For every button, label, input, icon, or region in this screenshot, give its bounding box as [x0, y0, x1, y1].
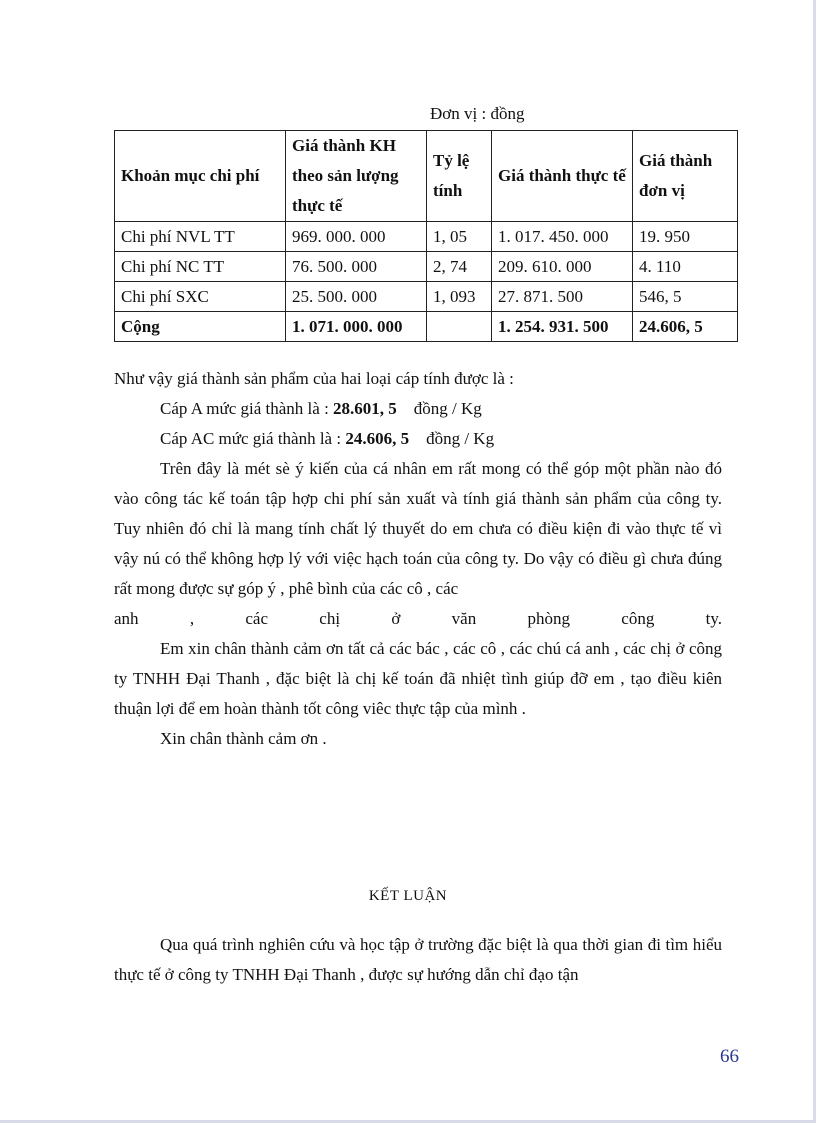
paragraph-opinion-tail: anh , các chị ở văn phòng công ty. [114, 609, 722, 628]
table-cell: 4. 110 [633, 252, 738, 282]
cable-a-value: 28.601, 5 [333, 399, 397, 418]
table-header-cell: Giá thành KH theo sản lượng thực tế [286, 131, 427, 222]
table-cell: 969. 000. 000 [286, 222, 427, 252]
cable-a-line [114, 394, 722, 424]
table-cell: 1, 05 [427, 222, 492, 252]
closing-thanks: Xin chân thành cảm ơn . [160, 729, 327, 748]
conclusion-paragraph: Qua quá trình nghiên cứu và học tập ở trường đặc biệt là qua thời gian đi tìm hiểu thực tế ở công ty TNHH Đại Thanh , được sự hướng dẫn chỉ đạo tận [114, 935, 722, 984]
page-number: 66 [720, 1046, 739, 1067]
intro-line: Như vậy giá thành sản phẩm của hai loại cáp tính được là : [114, 369, 514, 388]
conclusion-text [114, 930, 722, 990]
table-cell: 25. 500. 000 [286, 282, 427, 312]
section-heading: KẾT LUẬN [368, 888, 448, 904]
paragraph-thanks: Em xin chân thành cảm ơn tất cả các bác , các cô , các chú cá anh , các chị ở công ty TNHH Đại Thanh , đặc biệt là chị kế toán đã nhiệt tình giúp đỡ em , tạo điều kiên thuận lợi để em hoàn thành tốt công viêc thực tập của mình . [114, 639, 722, 718]
table-row [115, 282, 738, 312]
cable-ac-label: Cáp AC mức giá thành là : [160, 429, 342, 448]
table-cell: 546, 5 [633, 282, 738, 312]
body-text [114, 364, 722, 754]
table-cell: 209. 610. 000 [492, 252, 633, 282]
cable-ac-line [114, 424, 722, 454]
table-header-cell: Tỷ lệ tính [427, 131, 492, 222]
table-row [115, 252, 738, 282]
table-cell: Chi phí NVL TT [115, 222, 286, 252]
table-header-cell: Khoản mục chi phí [115, 131, 286, 222]
table-cell: 19. 950 [633, 222, 738, 252]
cost-table [114, 130, 738, 342]
table-header-cell: Giá thành đơn vị [633, 131, 738, 222]
table-cell: 1, 093 [427, 282, 492, 312]
table-cell: 27. 871. 500 [492, 282, 633, 312]
table-cell: 2, 74 [427, 252, 492, 282]
table-total-row [115, 312, 738, 342]
table-cell: 1. 071. 000. 000 [286, 312, 427, 342]
table-cell: Chi phí NC TT [115, 252, 286, 282]
table-row [115, 222, 738, 252]
table-cell: Chi phí SXC [115, 282, 286, 312]
table-cell: 76. 500. 000 [286, 252, 427, 282]
table-header-row [115, 131, 738, 222]
unit-label: Đơn vị : đồng [430, 104, 525, 123]
cable-ac-value: 24.606, 5 [345, 429, 410, 448]
table-cell: Cộng [115, 312, 286, 342]
table-cell: 1. 254. 931. 500 [492, 312, 633, 342]
cable-a-unit: đồng / Kg [413, 399, 482, 418]
cable-ac-unit: đồng / Kg [426, 429, 495, 448]
table-cell: 1. 017. 450. 000 [492, 222, 633, 252]
cable-a-label: Cáp A mức giá thành là : [160, 399, 329, 418]
paragraph-opinion: Trên đây là mét sè ý kiến của cá nhân em rất mong có thể góp một phần nào đó vào công tác kế toán tập hợp chi phí sản xuất và tính giá thành sản phẩm của công ty. Tuy nhiên đó chỉ là mang tính chất lý thuyết do em chưa có điều kiện đi vào thực tế vì vậy nú có thể không hợp lý với việc hạch toán của công ty. Do vậy có điều gì chưa đúng rất mong được sự góp ý , phê bình của các cô , các [114, 459, 722, 598]
table-cell [427, 312, 492, 342]
table-cell: 24.606, 5 [633, 312, 738, 342]
table-header-cell: Giá thành thực tế [492, 131, 633, 222]
